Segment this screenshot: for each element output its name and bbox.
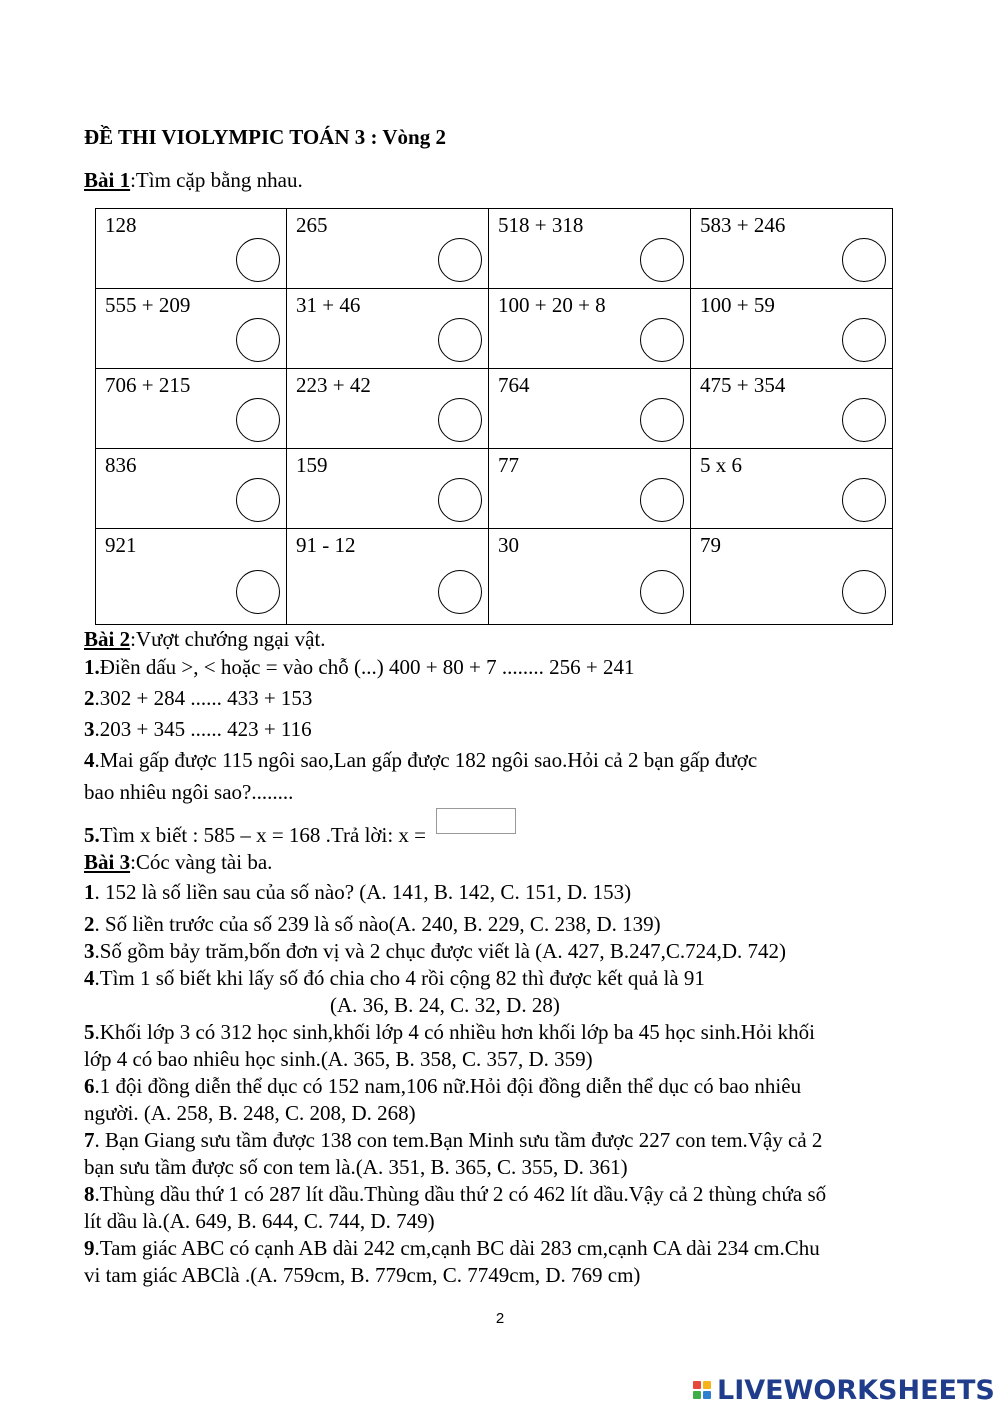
bai2-q2 (84, 686, 312, 710)
answer-circle[interactable] (438, 570, 482, 614)
bai1-text: :Tìm cặp bằng nhau. (130, 168, 303, 192)
grid-cell (96, 529, 287, 625)
liveworksheets-logo (693, 1375, 995, 1405)
bai3-line (330, 993, 560, 1017)
q-text: .Số gồm bảy trăm,bốn đơn vị và 2 chục được viết là (A. 427, B.247,C.724,D. 742) (94, 939, 787, 963)
matching-grid (95, 208, 893, 625)
bai2-label: Bài 2 (84, 627, 131, 651)
cell-text: 764 (498, 373, 530, 397)
bai3-line (84, 966, 705, 990)
q-text: lớp 4 có bao nhiêu học sinh.(A. 365, B. 358, C. 357, D. 359) (84, 1047, 593, 1071)
cell-text: 100 + 20 + 8 (498, 293, 606, 317)
answer-circle[interactable] (842, 398, 886, 442)
bai3-line (84, 1155, 628, 1179)
bai3-line (84, 1047, 593, 1071)
cell-text: 5 x 6 (700, 453, 742, 477)
cell-text: 518 + 318 (498, 213, 584, 237)
cell-text: 223 + 42 (296, 373, 371, 397)
logo-text: LIVEWORKSHEETS (717, 1374, 995, 1406)
q-number: 4 (84, 966, 95, 990)
answer-circle[interactable] (236, 478, 280, 522)
q-number: 9 (84, 1236, 95, 1260)
cell-text: 77 (498, 453, 519, 477)
q-text: người. (A. 258, B. 248, C. 208, D. 268) (84, 1101, 416, 1125)
answer-circle[interactable] (438, 478, 482, 522)
cell-text: 159 (296, 453, 328, 477)
q-text: lít dầu là.(A. 649, B. 644, C. 744, D. 749) (84, 1209, 435, 1233)
q-text: Tìm x biết : 585 – x = 168 .Trả lời: x = (99, 823, 427, 847)
answer-input[interactable] (436, 808, 516, 834)
bai3-heading (84, 850, 272, 874)
grid-row (96, 289, 893, 369)
q-number: 7 (84, 1128, 95, 1152)
bai3-line (84, 1128, 822, 1152)
bai3-line (84, 1236, 820, 1260)
cell-text: 31 + 46 (296, 293, 361, 317)
answer-circle[interactable] (842, 238, 886, 282)
bai2-q4 (84, 748, 757, 772)
grid-row (96, 529, 893, 625)
q-text: .203 + 345 ...... 423 + 116 (94, 717, 312, 741)
answer-circle[interactable] (640, 478, 684, 522)
bai3-line (84, 880, 631, 904)
grid-cell (691, 289, 893, 369)
q-number: 1 (84, 880, 95, 904)
cell-text: 265 (296, 213, 328, 237)
page-title: ĐỀ THI VIOLYMPIC TOÁN 3 : Vòng 2 (84, 125, 446, 149)
answer-circle[interactable] (842, 570, 886, 614)
cell-text: 836 (105, 453, 137, 477)
answer-circle[interactable] (640, 398, 684, 442)
grid-row (96, 369, 893, 449)
logo-block (693, 1381, 701, 1389)
cell-text: 128 (105, 213, 137, 237)
grid-row (96, 449, 893, 529)
bai2-q1 (84, 655, 634, 679)
cell-text: 706 + 215 (105, 373, 191, 397)
cell-text: 100 + 59 (700, 293, 775, 317)
bai2-text: :Vượt chướng ngại vật. (130, 627, 326, 651)
grid-cell (691, 449, 893, 529)
cell-text: 79 (700, 533, 721, 557)
grid-cell (489, 209, 691, 289)
q-number: 5 (84, 1020, 95, 1044)
bai3-line (84, 1263, 640, 1287)
bai2-q5 (84, 818, 516, 847)
q-number: 2 (84, 912, 95, 936)
cell-text: 30 (498, 533, 519, 557)
cell-text: 475 + 354 (700, 373, 786, 397)
cell-text: 91 - 12 (296, 533, 356, 557)
q-number: 3 (84, 717, 95, 741)
grid-row (96, 209, 893, 289)
q-text: . Bạn Giang sưu tầm được 138 con tem.Bạn Minh sưu tầm được 227 con tem.Vậy cả 2 (94, 1128, 823, 1152)
bai3-line (84, 1182, 826, 1206)
answer-circle[interactable] (640, 318, 684, 362)
logo-blocks-icon (693, 1381, 711, 1399)
answer-circle[interactable] (236, 238, 280, 282)
cell-text: 583 + 246 (700, 213, 786, 237)
grid-cell (691, 369, 893, 449)
bai3-line (84, 912, 661, 936)
q-text: .Mai gấp được 115 ngôi sao,Lan gấp được 182 ngôi sao.Hỏi cả 2 bạn gấp được (94, 748, 758, 772)
q-number: 8 (84, 1182, 95, 1206)
bai3-line (84, 1020, 815, 1044)
q-number: 2 (84, 686, 95, 710)
bai3-line (84, 939, 786, 963)
bai3-text: :Cóc vàng tài ba. (130, 850, 273, 874)
q-text: . Số liền trước của số 239 là số nào(A. 240, B. 229, C. 238, D. 139) (94, 912, 661, 936)
grid-cell (489, 369, 691, 449)
grid-cell (489, 289, 691, 369)
answer-circle[interactable] (842, 318, 886, 362)
cell-text: 555 + 209 (105, 293, 191, 317)
q-text: Điền dấu >, < hoặc = vào chỗ (...) 400 + 80 + 7 ........ 256 + 241 (99, 655, 635, 679)
logo-block (703, 1381, 711, 1389)
logo-block (693, 1391, 701, 1399)
grid-cell (691, 209, 893, 289)
bai3-label: Bài 3 (84, 850, 131, 874)
grid-cell (96, 289, 287, 369)
q-text: . 152 là số liền sau của số nào? (A. 141, B. 142, C. 151, D. 153) (94, 880, 632, 904)
cell-text: 921 (105, 533, 137, 557)
answer-circle[interactable] (438, 238, 482, 282)
q-text: vi tam giác ABClà .(A. 759cm, B. 779cm, C. 7749cm, D. 769 cm) (84, 1263, 641, 1287)
q-number: 6 (84, 1074, 95, 1098)
grid-cell (489, 529, 691, 625)
grid-cell (96, 369, 287, 449)
q-text: bạn sưu tầm được số con tem là.(A. 351, B. 365, C. 355, D. 361) (84, 1155, 628, 1179)
q-number: 4 (84, 748, 95, 772)
logo-block (703, 1391, 711, 1399)
answer-circle[interactable] (438, 398, 482, 442)
q-text: .Tam giác ABC có cạnh AB dài 242 cm,cạnh BC dài 283 cm,cạnh CA dài 234 cm.Chu (94, 1236, 820, 1260)
page-number: 2 (495, 1310, 505, 1327)
bai1-label: Bài 1 (84, 168, 131, 192)
answer-circle[interactable] (236, 570, 280, 614)
q-number: 1. (84, 655, 100, 679)
bai2-heading (84, 627, 326, 651)
bai3-line (84, 1074, 801, 1098)
q-text: .1 đội đồng diễn thể dục có 152 nam,106 nữ.Hỏi đội đồng diễn thể dục có bao nhiêu (94, 1074, 802, 1098)
grid-cell (287, 369, 489, 449)
bai1-heading (84, 168, 303, 192)
bai3-line (84, 1101, 416, 1125)
bai2-q3 (84, 717, 312, 741)
q-text: (A. 36, B. 24, C. 32, D. 28) (330, 993, 560, 1017)
answer-circle[interactable] (236, 318, 280, 362)
q-text: .Tìm 1 số biết khi lấy số đó chia cho 4 rồi cộng 82 thì được kết quả là 91 (94, 966, 705, 990)
answer-circle[interactable] (842, 478, 886, 522)
grid-cell (96, 449, 287, 529)
q-text: .302 + 284 ...... 433 + 153 (94, 686, 313, 710)
grid-cell (489, 449, 691, 529)
bai2-q4-cont: bao nhiêu ngôi sao?........ (84, 780, 294, 804)
q-number: 5. (84, 823, 100, 847)
grid-cell (287, 289, 489, 369)
answer-circle[interactable] (640, 570, 684, 614)
grid-cell (287, 209, 489, 289)
grid-cell (691, 529, 893, 625)
answer-circle[interactable] (640, 238, 684, 282)
q-text: .Khối lớp 3 có 312 học sinh,khối lớp 4 có nhiều hơn khối lớp ba 45 học sinh.Hỏi khối (94, 1020, 815, 1044)
grid-cell (96, 209, 287, 289)
grid-cell (287, 449, 489, 529)
q-text: .Thùng dầu thứ 1 có 287 lít dầu.Thùng dầu thứ 2 có 462 lít dầu.Vậy cả 2 thùng chứa số (94, 1182, 827, 1206)
grid-cell (287, 529, 489, 625)
answer-circle[interactable] (438, 318, 482, 362)
bai3-line (84, 1209, 435, 1233)
q-number: 3 (84, 939, 95, 963)
answer-circle[interactable] (236, 398, 280, 442)
